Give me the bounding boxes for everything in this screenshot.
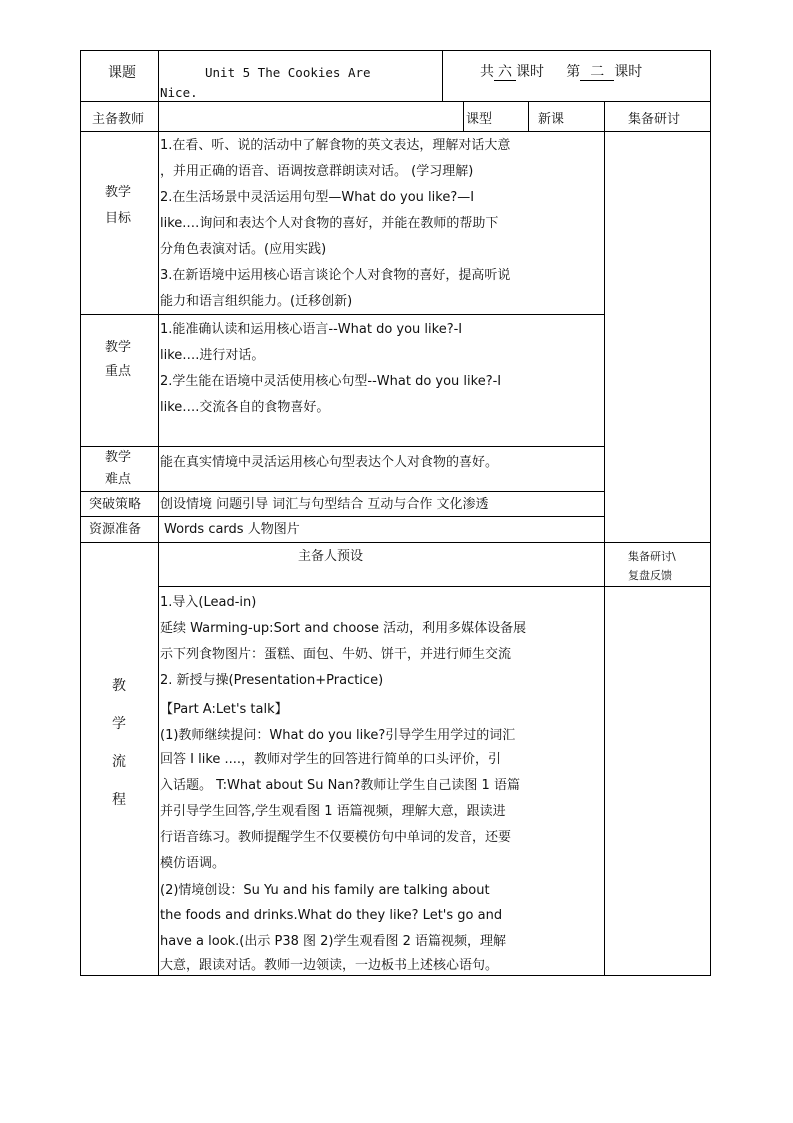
process-line: 大意，跟读对话。教师一边领读，一边板书上述核心语句。 xyxy=(160,958,499,973)
process-line: 回答 I like ....，教师对学生的回答进行简单的口头评价，引 xyxy=(160,752,502,767)
goals-line: 1.在看、听、说的活动中了解食物的英文表达，理解对话大意 xyxy=(160,138,511,153)
process-line: 模仿语调。 xyxy=(160,856,226,871)
resources-text: Words cards 人物图片 xyxy=(164,522,300,537)
process-label-char: 教 xyxy=(112,678,126,694)
process-line: 【Part A:Let's talk】 xyxy=(160,702,288,717)
current-prefix: 第 xyxy=(566,64,581,80)
process-line: 行语音练习。教师提醒学生不仅要模仿句中单词的发音，还要 xyxy=(160,830,512,845)
goals-line: like.…询问和表达个人对食物的喜好，并能在教师的帮助下 xyxy=(160,216,499,231)
process-line: 2. 新授与操(Presentation+Practice) xyxy=(160,673,384,688)
process-line: 延续 Warming-up:Sort and choose 活动，利用多媒体设备展 xyxy=(160,621,527,636)
process-side-header-line2: 复盘反馈 xyxy=(628,569,672,582)
goals-line: 分角色表演对话。(应用实践) xyxy=(160,242,327,257)
process-label-char: 流 xyxy=(112,754,126,770)
lesson-type-value: 新课 xyxy=(538,112,565,127)
goals-line: 2.在生活场景中灵活运用句型—What do you like?—I xyxy=(160,190,475,205)
process-label-char: 学 xyxy=(112,716,126,732)
difficulty-label-line1: 教学 xyxy=(105,450,132,465)
process-line: 入话题。 T:What about Su Nan?教师让学生自己读图 1 语篇 xyxy=(160,778,520,793)
strategy-text: 创设情境 问题引导 词汇与句型结合 互动与合作 文化渗透 xyxy=(160,497,489,512)
process-line: 示下列食物图片：蛋糕、面包、牛奶、饼干，并进行师生交流 xyxy=(160,647,512,662)
total-suffix: 课时 xyxy=(516,64,544,80)
keypoints-line: like….交流各自的食物喜好。 xyxy=(160,400,330,415)
process-line: (2)情境创设：Su Yu and his family are talking about xyxy=(160,883,490,898)
process-side-header-line1: 集备研讨\ xyxy=(628,550,676,563)
process-label-char: 程 xyxy=(112,792,126,808)
topic-title-line2: Nice. xyxy=(160,85,198,100)
goals-line: 3.在新语境中运用核心语言谈论个人对食物的喜好，提高听说 xyxy=(160,268,511,283)
process-line: 并引导学生回答,学生观看图 1 语篇视频，理解大意，跟读进 xyxy=(160,804,506,819)
keypoints-label-line2: 重点 xyxy=(105,364,132,379)
resources-label: 资源准备 xyxy=(89,522,142,537)
keypoints-line: 2.学生能在语境中灵活使用核心句型--What do you like?-I xyxy=(160,374,502,389)
goals-line: ，并用正确的语音、语调按意群朗读对话。 (学习理解) xyxy=(160,164,474,179)
keypoints-line: 1.能准确认读和运用核心语言--What do you like?-I xyxy=(160,322,463,337)
lesson-count xyxy=(480,64,642,81)
topic-title-line1: Unit 5 The Cookies Are xyxy=(205,65,371,80)
process-line: the foods and drinks.What do they like? Let's go and xyxy=(160,908,503,923)
process-line: have a look.(出示 P38 图 2)学生观看图 2 语篇视频，理解 xyxy=(160,934,507,949)
process-line: (1)教师继续提问：What do you like?引导学生用学过的词汇 xyxy=(160,728,516,743)
research-label: 集备研讨 xyxy=(628,112,681,127)
goals-label-line2: 目标 xyxy=(105,211,132,226)
topic-label: 课题 xyxy=(108,65,136,81)
total-prefix: 共 xyxy=(480,64,494,80)
goals-line: 能力和语言组织能力。(迁移创新) xyxy=(160,294,353,309)
process-main-header: 主备人预设 xyxy=(298,549,364,564)
total-value: 六 xyxy=(494,64,516,81)
keypoints-line: like….进行对话。 xyxy=(160,348,265,363)
current-suffix: 课时 xyxy=(614,64,643,80)
strategy-label: 突破策略 xyxy=(89,497,142,512)
difficulty-label-line2: 难点 xyxy=(105,472,132,487)
process-line: 1.导入(Lead-in) xyxy=(160,595,257,610)
difficulty-text: 能在真实情境中灵活运用核心句型表达个人对食物的喜好。 xyxy=(160,455,499,470)
keypoints-label-line1: 教学 xyxy=(105,340,132,355)
goals-label-line1: 教学 xyxy=(105,185,132,200)
lesson-type-label: 课型 xyxy=(466,112,493,127)
current-value: 二 xyxy=(580,64,614,81)
teacher-label: 主备教师 xyxy=(92,112,145,127)
